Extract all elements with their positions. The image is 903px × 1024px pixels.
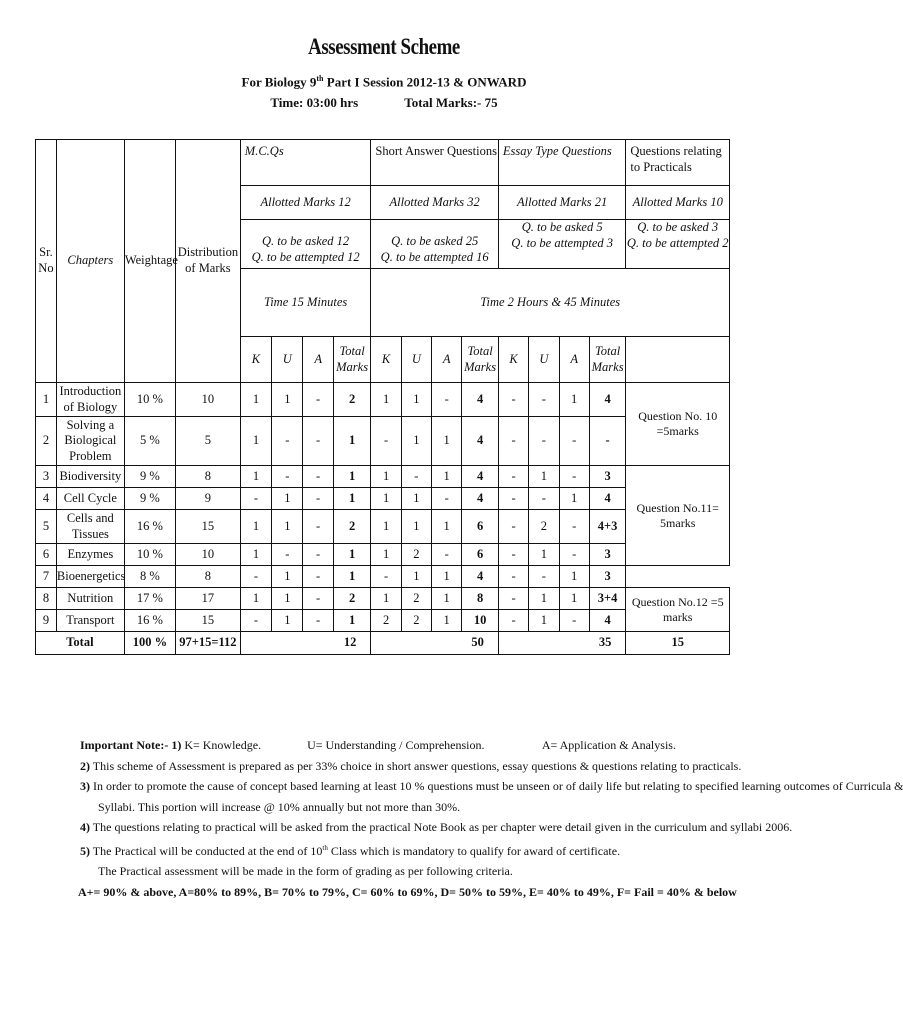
row-value-saq: 2 xyxy=(401,544,431,566)
row-total-saq: 8 xyxy=(462,588,499,610)
row-value-saq: 1 xyxy=(371,383,401,417)
sub-a-essay: A xyxy=(559,337,589,383)
subtitle xyxy=(0,74,768,90)
note-3-continued: Syllabi. This portion will increase @ 10% annually but not more than 30%. xyxy=(98,799,461,814)
row-value-saq: - xyxy=(432,544,462,566)
note-number: 4) xyxy=(80,820,90,834)
row-total-mcq: 1 xyxy=(333,610,371,632)
row-value-mcq: 1 xyxy=(240,466,271,488)
note-number: 1) xyxy=(171,738,182,752)
questions-asked: Q. to be asked 25 xyxy=(391,234,479,249)
time-and-marks-line xyxy=(0,95,768,111)
row-total-mcq: 1 xyxy=(333,417,371,466)
sub-total-saq: Total Marks xyxy=(462,337,499,383)
sub-total-mcq: Total Marks xyxy=(333,337,371,383)
total-saq: 50 xyxy=(371,632,498,655)
sub-a-mcq: A xyxy=(303,337,333,383)
row-chapter: Solving a Biological Problem xyxy=(56,417,124,466)
row-value-saq: 2 xyxy=(401,588,431,610)
subtitle-pre: For Biology 9 xyxy=(241,74,317,90)
row-weightage: 5 % xyxy=(124,417,175,466)
row-total-essay: 3 xyxy=(589,466,626,488)
row-value-mcq: 1 xyxy=(240,544,271,566)
total-essay: 35 xyxy=(498,632,626,655)
row-value-saq: 1 xyxy=(371,544,401,566)
row-value-essay: - xyxy=(529,566,559,588)
note-1 xyxy=(80,735,740,756)
asked-attempted-practical xyxy=(626,220,730,269)
important-note-label: Important Note:- xyxy=(80,738,169,752)
note-text: This scheme of Assessment is prepared as per 33% choice in short answer questions, essay questions & questions relating to practicals. xyxy=(92,758,742,773)
row-value-essay: - xyxy=(559,510,589,544)
row-weightage: 8 % xyxy=(124,566,175,588)
allotted-practical: Allotted Marks 10 xyxy=(626,186,730,220)
row-distribution: 17 xyxy=(176,588,241,610)
row-value-mcq: 1 xyxy=(272,488,303,510)
row-value-essay: 1 xyxy=(529,466,559,488)
asked-attempted-essay xyxy=(498,220,626,269)
row-value-saq: 1 xyxy=(401,488,431,510)
notes-section xyxy=(78,735,903,902)
row-value-essay: - xyxy=(498,466,528,488)
group-title-mcq: M.C.Qs xyxy=(240,140,371,186)
sub-total-essay: Total Marks xyxy=(589,337,626,383)
row-value-mcq: - xyxy=(240,566,271,588)
col-distribution: Distribution of Marks xyxy=(176,140,241,383)
group-title-essay: Essay Type Questions xyxy=(498,140,626,186)
row-total-essay: 3+4 xyxy=(589,588,626,610)
sub-k-essay: K xyxy=(498,337,528,383)
header-row xyxy=(36,140,730,186)
time-rest: Time 2 Hours & 45 Minutes xyxy=(371,269,730,337)
note-number: 5) xyxy=(80,843,90,858)
note-text: In order to promote the cause of concept based learning at least 10 % questions must be unseen or of daily life but relating to specified learning outcomes of Curricula & xyxy=(93,779,903,793)
row-value-saq: 1 xyxy=(432,588,462,610)
table-row xyxy=(36,610,730,632)
time-mcq: Time 15 Minutes xyxy=(240,269,371,337)
group-title-saq: Short Answer Questions xyxy=(371,140,498,186)
row-value-saq: 1 xyxy=(432,417,462,466)
questions-attempted: Q. to be attempted 2 xyxy=(626,235,729,250)
total-practical: 15 xyxy=(626,632,730,655)
sub-k-saq: K xyxy=(371,337,401,383)
table-row xyxy=(36,510,730,544)
sub-u-mcq: U xyxy=(272,337,303,383)
row-total-saq: 4 xyxy=(462,383,499,417)
row-weightage: 16 % xyxy=(124,610,175,632)
practical-note: Question No. 10 =5marks xyxy=(626,383,730,466)
table-body xyxy=(36,140,730,655)
row-value-essay: - xyxy=(559,417,589,466)
row-value-saq: 1 xyxy=(371,588,401,610)
row-total-saq: 4 xyxy=(462,466,499,488)
row-value-saq: - xyxy=(401,466,431,488)
note-a: A= Application & Analysis. xyxy=(541,738,676,752)
group-title-practical: Questions relating to Practicals xyxy=(626,140,730,186)
row-value-mcq: - xyxy=(303,488,333,510)
row-total-mcq: 1 xyxy=(333,466,371,488)
row-total-saq: 4 xyxy=(462,488,499,510)
note-4 xyxy=(80,817,793,838)
questions-attempted: Q. to be attempted 16 xyxy=(380,250,489,264)
row-total-essay: 4+3 xyxy=(589,510,626,544)
subtitle-sup: th xyxy=(316,74,324,83)
table-row xyxy=(36,383,730,417)
questions-attempted: Q. to be attempted 3 xyxy=(511,235,614,250)
row-total-saq: 6 xyxy=(462,544,499,566)
asked-attempted-saq xyxy=(371,220,498,269)
row-value-mcq: 1 xyxy=(272,588,303,610)
table-row xyxy=(36,488,730,510)
row-total-saq: 10 xyxy=(462,610,499,632)
row-value-saq: 1 xyxy=(371,466,401,488)
row-value-essay: - xyxy=(498,588,528,610)
row-chapter: Bioenergetics xyxy=(56,566,124,588)
table-row xyxy=(36,417,730,466)
row-weightage: 16 % xyxy=(124,510,175,544)
note-5-pre: The Practical will be conducted at the end of 10 xyxy=(92,843,323,858)
row-total-saq: 6 xyxy=(462,510,499,544)
row-total-saq: 4 xyxy=(462,417,499,466)
row-value-saq: 1 xyxy=(371,510,401,544)
row-sr: 8 xyxy=(36,588,57,610)
row-sr: 6 xyxy=(36,544,57,566)
row-value-mcq: - xyxy=(272,544,303,566)
row-value-essay: - xyxy=(498,383,528,417)
row-distribution: 8 xyxy=(176,466,241,488)
row-value-mcq: - xyxy=(240,488,271,510)
row-value-saq: 1 xyxy=(401,383,431,417)
row-distribution: 10 xyxy=(176,383,241,417)
asked-attempted-mcq xyxy=(240,220,371,269)
table-row xyxy=(36,544,730,566)
row-distribution: 8 xyxy=(176,566,241,588)
table-row xyxy=(36,566,730,588)
row-value-mcq: 1 xyxy=(240,588,271,610)
sub-practical-blank xyxy=(626,337,730,383)
row-value-essay: - xyxy=(498,610,528,632)
row-value-saq: 1 xyxy=(432,510,462,544)
col-sr-no: Sr. No xyxy=(36,140,57,383)
row-value-saq: - xyxy=(432,488,462,510)
row-value-essay: - xyxy=(559,466,589,488)
total-label: Total xyxy=(36,632,125,655)
col-chapters: Chapters xyxy=(56,140,124,383)
row-chapter: Cell Cycle xyxy=(56,488,124,510)
row-value-essay: - xyxy=(498,510,528,544)
note-number: 3) xyxy=(80,779,90,793)
row-value-saq: 2 xyxy=(401,610,431,632)
sub-a-saq: A xyxy=(432,337,462,383)
row-value-essay: 1 xyxy=(559,488,589,510)
row-total-mcq: 2 xyxy=(333,383,371,417)
row-total-mcq: 2 xyxy=(333,588,371,610)
subtitle-post: Part I Session 2012-13 & ONWARD xyxy=(323,74,527,90)
row-total-essay: - xyxy=(589,417,626,466)
table-row xyxy=(36,466,730,488)
row-value-mcq: - xyxy=(240,610,271,632)
note-text: The questions relating to practical will be asked from the practical Note Book as per chapter were detail given in the curriculum and syllabi 2006. xyxy=(92,820,793,834)
time-allowed: Time: 03:00 hrs xyxy=(270,95,359,110)
row-value-saq: 1 xyxy=(401,566,431,588)
row-value-mcq: 1 xyxy=(272,383,303,417)
row-value-mcq: - xyxy=(303,588,333,610)
note-5-continued: The Practical assessment will be made in the form of grading as per following criteria. xyxy=(98,864,513,878)
total-weightage: 100 % xyxy=(124,632,175,655)
row-chapter: Cells and Tissues xyxy=(56,510,124,544)
row-value-essay: - xyxy=(498,566,528,588)
row-distribution: 5 xyxy=(176,417,241,466)
row-value-mcq: 1 xyxy=(272,610,303,632)
row-value-saq: 1 xyxy=(432,610,462,632)
questions-asked: Q. to be asked 5 xyxy=(521,220,603,234)
total-distribution: 97+15=112 xyxy=(176,632,241,655)
row-value-essay: - xyxy=(559,544,589,566)
row-value-mcq: - xyxy=(303,610,333,632)
row-total-essay: 3 xyxy=(589,566,626,588)
row-value-essay: 1 xyxy=(529,544,559,566)
row-value-essay: - xyxy=(559,610,589,632)
row-distribution: 10 xyxy=(176,544,241,566)
row-value-essay: - xyxy=(529,383,559,417)
row-chapter: Biodiversity xyxy=(56,466,124,488)
row-value-mcq: 1 xyxy=(272,510,303,544)
row-total-mcq: 2 xyxy=(333,510,371,544)
row-value-saq: 2 xyxy=(371,610,401,632)
row-total-mcq: 1 xyxy=(333,488,371,510)
row-value-mcq: - xyxy=(303,383,333,417)
row-value-essay: - xyxy=(498,544,528,566)
row-value-essay: 1 xyxy=(529,610,559,632)
row-distribution: 15 xyxy=(176,610,241,632)
allotted-mcq: Allotted Marks 12 xyxy=(240,186,371,220)
total-mcq: 12 xyxy=(240,632,371,655)
row-value-essay: 1 xyxy=(559,588,589,610)
row-sr: 5 xyxy=(36,510,57,544)
page-title: Assessment Scheme xyxy=(308,34,460,59)
row-sr: 4 xyxy=(36,488,57,510)
row-value-saq: 1 xyxy=(432,466,462,488)
row-value-essay: 1 xyxy=(529,588,559,610)
note-k: K= Knowledge. xyxy=(184,738,262,752)
row-value-essay: 2 xyxy=(529,510,559,544)
row-total-essay: 3 xyxy=(589,544,626,566)
row-weightage: 9 % xyxy=(124,466,175,488)
row-value-mcq: - xyxy=(303,417,333,466)
practical-note: Question No.11= 5marks xyxy=(626,466,730,566)
row-total-mcq: 1 xyxy=(333,566,371,588)
row-value-mcq: - xyxy=(303,466,333,488)
note-5-sup: th xyxy=(322,843,328,852)
row-value-essay: 1 xyxy=(559,383,589,417)
row-value-mcq: 1 xyxy=(240,417,271,466)
row-value-essay: - xyxy=(529,488,559,510)
row-chapter: Transport xyxy=(56,610,124,632)
row-value-mcq: - xyxy=(303,544,333,566)
row-chapter: Enzymes xyxy=(56,544,124,566)
row-value-essay: 1 xyxy=(559,566,589,588)
table-row xyxy=(36,588,730,610)
assessment-table xyxy=(35,139,730,655)
row-value-saq: 1 xyxy=(401,417,431,466)
questions-asked: Q. to be asked 12 xyxy=(262,234,350,249)
row-chapter: Introduction of Biology xyxy=(56,383,124,417)
note-number: 2) xyxy=(80,758,90,773)
row-value-mcq: - xyxy=(303,566,333,588)
grading-criteria: A+= 90% & above, A=80% to 89%, B= 70% to 79%, C= 60% to 69%, D= 50% to 59%, E= 40% to 49%, F= Fail = 40% & below xyxy=(78,884,737,899)
allotted-saq: Allotted Marks 32 xyxy=(371,186,498,220)
row-value-mcq: 1 xyxy=(272,566,303,588)
allotted-essay: Allotted Marks 21 xyxy=(498,186,626,220)
row-value-saq: 1 xyxy=(432,566,462,588)
row-value-saq: 1 xyxy=(401,510,431,544)
sub-k-mcq: K xyxy=(240,337,271,383)
row-value-essay: - xyxy=(529,417,559,466)
row-total-mcq: 1 xyxy=(333,544,371,566)
total-marks: Total Marks:- 75 xyxy=(404,95,498,110)
row-total-essay: 4 xyxy=(589,610,626,632)
row-value-mcq: - xyxy=(303,510,333,544)
note-3 xyxy=(80,776,903,797)
note-u: U= Understanding / Comprehension. xyxy=(307,738,485,752)
row-total-essay: 4 xyxy=(589,383,626,417)
total-row xyxy=(36,632,730,655)
row-value-saq: - xyxy=(371,417,401,466)
row-sr: 9 xyxy=(36,610,57,632)
row-value-mcq: - xyxy=(272,417,303,466)
row-total-saq: 4 xyxy=(462,566,499,588)
row-value-mcq: - xyxy=(272,466,303,488)
row-value-saq: 1 xyxy=(371,488,401,510)
row-value-essay: - xyxy=(498,488,528,510)
row-distribution: 15 xyxy=(176,510,241,544)
row-value-essay: - xyxy=(498,417,528,466)
questions-asked: Q. to be asked 3 xyxy=(637,220,719,234)
note-5-post: Class which is mandatory to qualify for award of certificate. xyxy=(327,843,621,858)
row-value-mcq: 1 xyxy=(240,510,271,544)
row-chapter: Nutrition xyxy=(56,588,124,610)
note-5 xyxy=(80,838,740,862)
sub-u-saq: U xyxy=(401,337,431,383)
row-value-mcq: 1 xyxy=(240,383,271,417)
row-value-saq: - xyxy=(432,383,462,417)
row-distribution: 9 xyxy=(176,488,241,510)
row-sr: 2 xyxy=(36,417,57,466)
col-weightage: Weightage xyxy=(124,140,175,383)
row-weightage: 10 % xyxy=(124,383,175,417)
row-sr: 3 xyxy=(36,466,57,488)
row-sr: 1 xyxy=(36,383,57,417)
row-sr: 7 xyxy=(36,566,57,588)
questions-attempted: Q. to be attempted 12 xyxy=(251,250,360,264)
row-weightage: 17 % xyxy=(124,588,175,610)
row-value-saq: - xyxy=(371,566,401,588)
practical-note: Question No.12 =5 marks xyxy=(626,588,730,632)
note-2 xyxy=(80,756,740,777)
sub-u-essay: U xyxy=(529,337,559,383)
row-weightage: 10 % xyxy=(124,544,175,566)
row-total-essay: 4 xyxy=(589,488,626,510)
row-weightage: 9 % xyxy=(124,488,175,510)
